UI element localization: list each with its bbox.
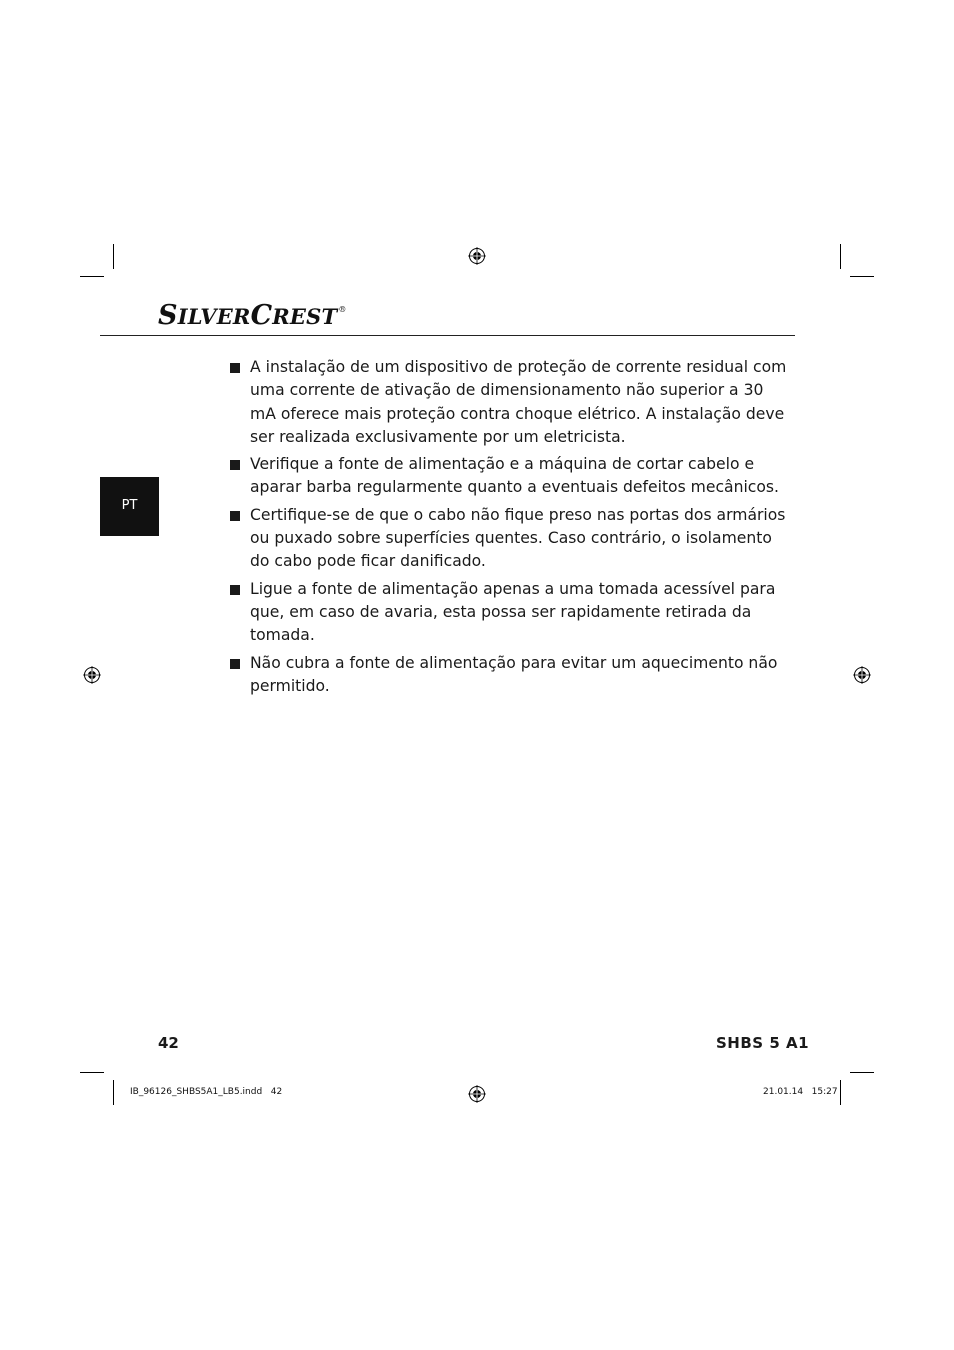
square-bullet-icon bbox=[230, 585, 240, 595]
list-item-text: Verifique a fonte de alimentação e a máquina de cortar cabelo e aparar barba regularmente quanto a eventuais defeitos mecânicos. bbox=[250, 455, 779, 497]
list-item-text: Certifique-se de que o cabo não fique preso nas portas dos armários ou puxado sobre superfícies quentes. Caso contrário, o isolamento do cabo pode ficar danificado. bbox=[250, 505, 786, 571]
crop-mark bbox=[840, 244, 841, 269]
brand-logo: SILVERCREST® bbox=[158, 300, 347, 331]
registration-mark-icon bbox=[468, 1085, 486, 1103]
list-item bbox=[230, 652, 790, 699]
list-item-text: Ligue a fonte de alimentação apenas a uma tomada acessível para que, em caso de avaria, esta possa ser rapidamente retirada da tomada. bbox=[250, 579, 776, 645]
print-slug-file: IB_96126_SHBS5A1_LB5.indd 42 bbox=[130, 1087, 283, 1097]
square-bullet-icon bbox=[230, 363, 240, 373]
crop-mark bbox=[840, 1080, 841, 1105]
list-item-text: Não cubra a fonte de alimentação para evitar um aquecimento não permitido. bbox=[250, 653, 778, 695]
crop-mark bbox=[80, 276, 104, 277]
language-tab bbox=[100, 477, 159, 536]
header-rule bbox=[100, 335, 795, 336]
page-number: 42 bbox=[158, 1034, 179, 1052]
square-bullet-icon bbox=[230, 460, 240, 470]
crop-mark bbox=[113, 244, 114, 269]
square-bullet-icon bbox=[230, 659, 240, 669]
language-tab-label: PT bbox=[121, 498, 138, 513]
registration-mark-icon bbox=[468, 247, 486, 265]
crop-mark bbox=[113, 1080, 114, 1105]
registration-mark-icon bbox=[853, 666, 871, 684]
crop-mark bbox=[80, 1072, 104, 1073]
list-item-text: A instalação de um dispositivo de proteção de corrente residual com uma corrente de ativação de dimensionamento não superior a 30 mA oferece mais proteção contra choque elétrico. A instalação deve ser realizada exclusivamente por um eletricista. bbox=[250, 358, 787, 446]
registration-mark-icon bbox=[83, 666, 101, 684]
list-item bbox=[230, 356, 790, 449]
safety-instructions-list bbox=[230, 356, 790, 702]
model-number: SHBS 5 A1 bbox=[716, 1034, 810, 1052]
list-item bbox=[230, 504, 790, 574]
crop-mark bbox=[850, 276, 874, 277]
print-slug-timestamp: 21.01.14 15:27 bbox=[763, 1087, 838, 1097]
list-item bbox=[230, 453, 790, 500]
crop-mark bbox=[850, 1072, 874, 1073]
registered-mark: ® bbox=[338, 305, 347, 314]
square-bullet-icon bbox=[230, 511, 240, 521]
list-item bbox=[230, 578, 790, 648]
